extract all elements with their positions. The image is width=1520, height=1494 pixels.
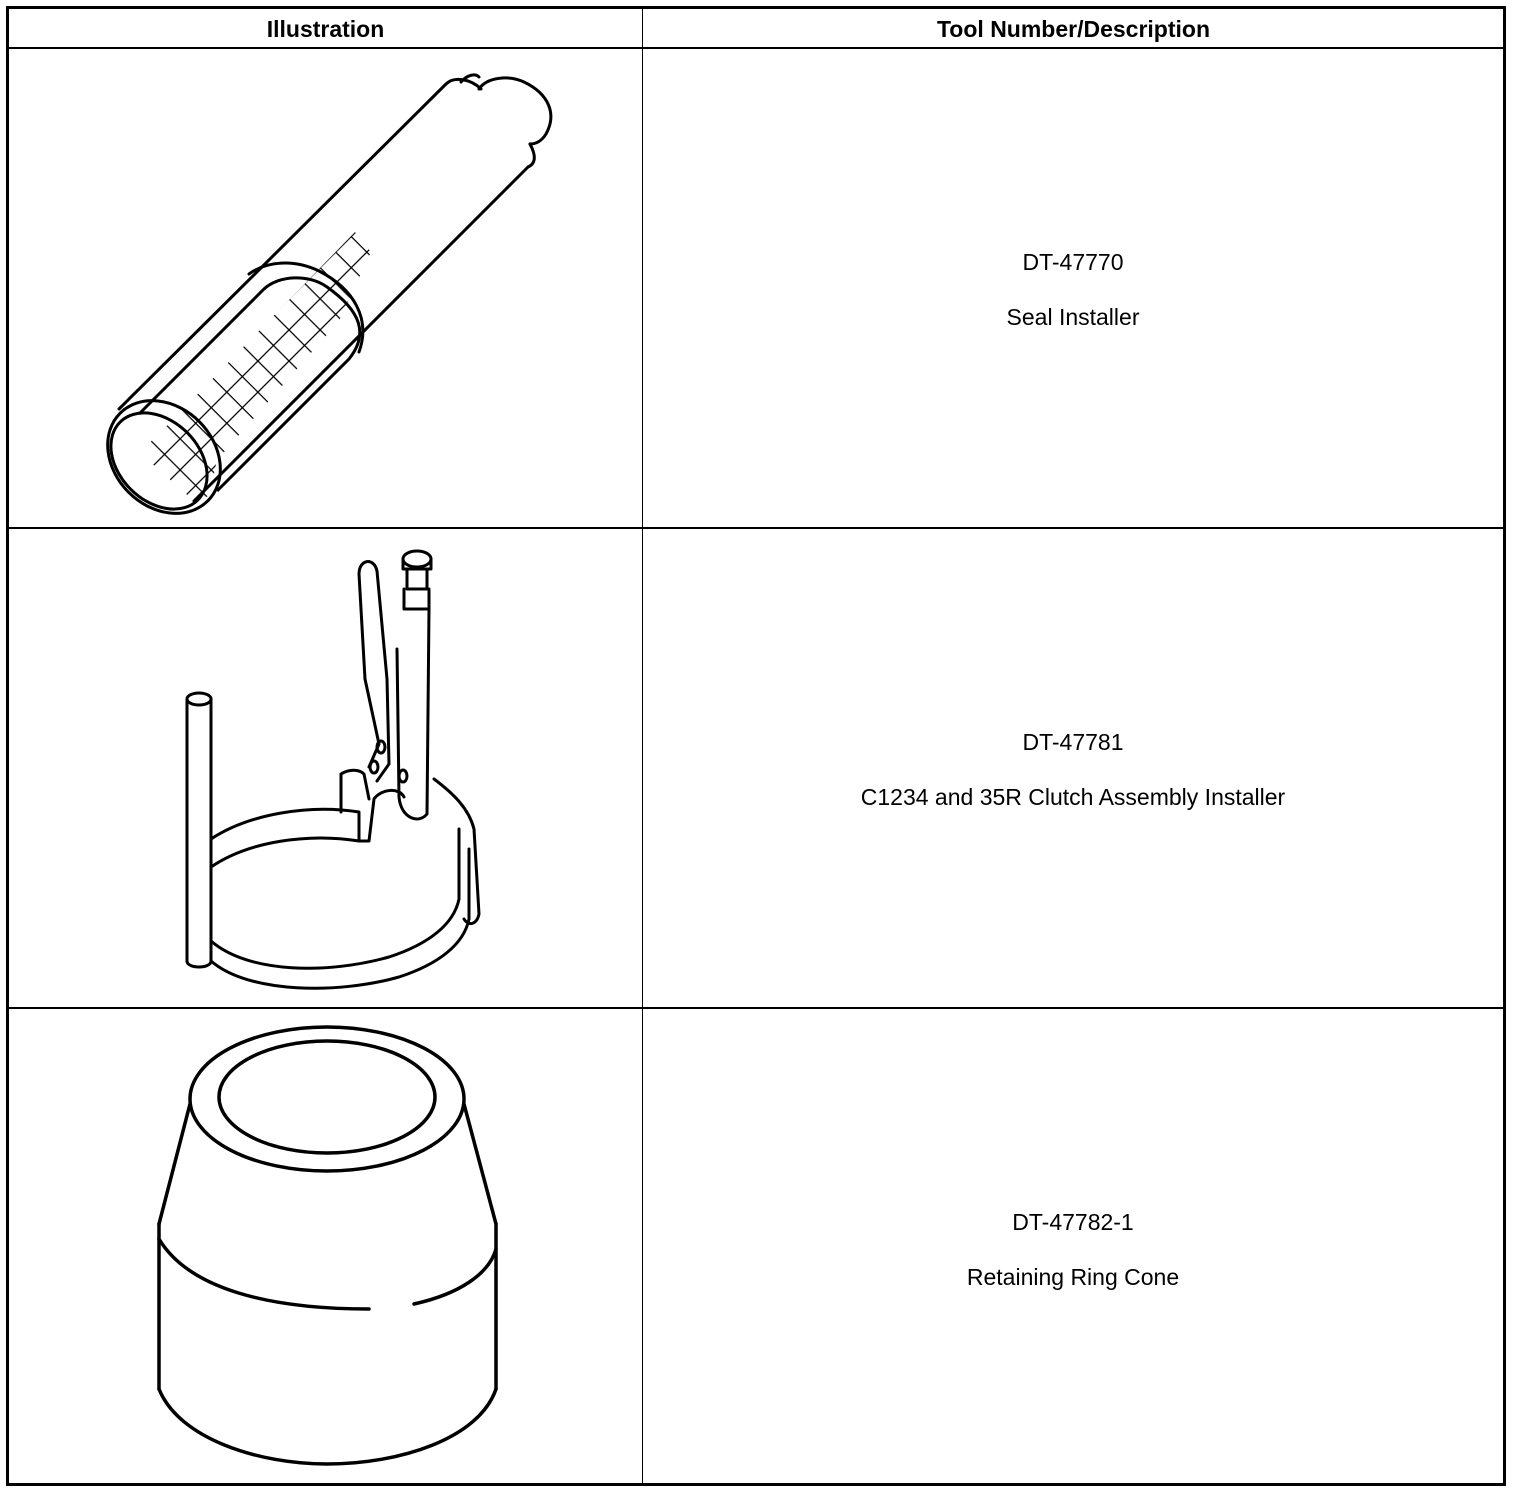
- seal-installer-illustration: [9, 49, 642, 527]
- table-row: [9, 49, 1503, 529]
- header-tool-description: Tool Number/Description: [936, 16, 1211, 42]
- header-illustration: Illustration: [266, 16, 385, 42]
- retaining-ring-cone-drawing: [9, 1009, 642, 1483]
- table-row: [9, 529, 1503, 1009]
- tool-description-cell: [643, 529, 1503, 1007]
- tool-name: C1234 and 35R Clutch Assembly Installer: [860, 784, 1286, 810]
- seal-installer-drawing: [9, 49, 642, 527]
- tool-name: Seal Installer: [1006, 304, 1140, 330]
- tool-number: DT-47781: [1022, 729, 1124, 755]
- clutch-installer-drawing: [9, 529, 642, 1007]
- clutch-installer-illustration: [9, 529, 642, 1007]
- tool-description-cell: [643, 49, 1503, 527]
- tool-number: DT-47782-1: [1012, 1209, 1134, 1235]
- table-row: [9, 1009, 1503, 1483]
- tool-description-cell: [643, 1009, 1503, 1483]
- tool-table: [6, 6, 1506, 1486]
- tool-number: DT-47770: [1022, 249, 1124, 275]
- retaining-ring-cone-illustration: [9, 1009, 642, 1483]
- table-header: [9, 9, 1503, 49]
- tool-name: Retaining Ring Cone: [966, 1264, 1180, 1290]
